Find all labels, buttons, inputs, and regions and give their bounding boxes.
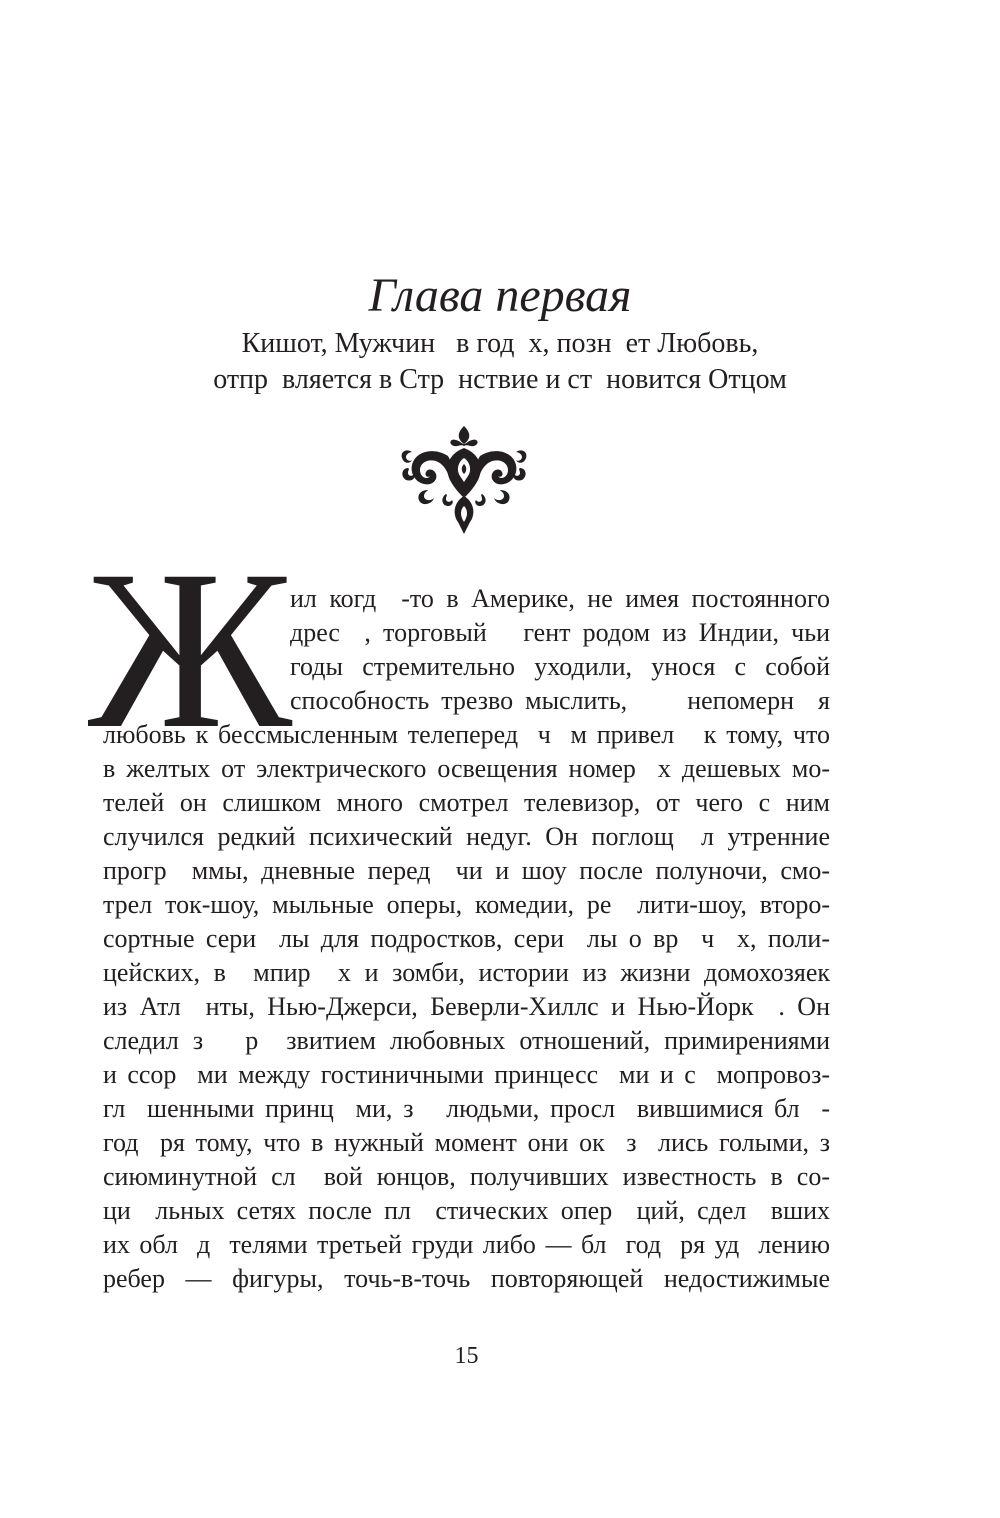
text-line: случился редкий психический недуг. Он поглощ л утренние xyxy=(103,822,830,851)
damask-fleuron-icon xyxy=(398,424,530,536)
text-line: трел ток-шоу, мыльные оперы, комедии, ре лити-шоу, второ- xyxy=(103,890,830,919)
text-line: ци льных сетях после пл стических опер ций, сдел вших xyxy=(103,1196,830,1225)
chapter-subtitle xyxy=(0,326,1000,398)
text-line: годы стремительно уходили, унося с собой xyxy=(290,652,830,681)
subtitle-line: Кишот, Мужчин в год х, позн ет Любовь, xyxy=(241,328,759,359)
subtitle-line: отпр вляется в Стр нствие и ст новится Отцом xyxy=(213,364,787,395)
text-line: и ссор ми между гостиничными принцесс ми и с мопровоз- xyxy=(103,1060,830,1089)
drop-cap: Ж xyxy=(88,524,293,776)
text-line: цейских, в мпир х и зомби, истории из жизни домохозяек xyxy=(103,958,830,987)
text-line: ребер — фигуры, точь-в-точь повторяющей недостижимые xyxy=(103,1264,830,1293)
chapter-title: Глава первая xyxy=(368,269,632,322)
text-line: в желтых от электрического освещения номер х дешевых мо- xyxy=(103,754,830,783)
text-line: прогр ммы, дневные перед чи и шоу после полуночи, смо- xyxy=(103,856,830,885)
text-line: телей он слишком много смотрел телевизор, от чего с ним xyxy=(103,788,830,817)
text-line: сортные сери лы для подростков, сери лы о вр ч х, поли- xyxy=(103,924,830,953)
text-line: их обл д телями третьей груди либо — бл год ря уд лению xyxy=(103,1230,830,1259)
page-number: 15 xyxy=(454,1343,479,1369)
text-line: гл шенными принц ми, з людьми, просл вившимися бл - xyxy=(103,1094,830,1123)
text-line: следил з р звитием любовных отношений, примирениями xyxy=(103,1026,830,1055)
text-line: способность трезво мыслить, непомерн я xyxy=(290,686,830,715)
text-line: ил когд -то в Америке, не имея постоянного xyxy=(290,584,830,613)
text-line: из Атл нты, Нью-Джерси, Беверли-Хиллс и Нью-Йорк . Он xyxy=(103,992,830,1021)
text-line: сиюминутной сл вой юнцов, получивших известность в со- xyxy=(103,1162,830,1191)
text-line: год ря тому, что в нужный момент они ок з лись голыми, з xyxy=(103,1128,830,1157)
text-line: любовь к бессмысленным телеперед ч м привел к тому, что xyxy=(103,720,830,749)
text-line: дрес , торговый гент родом из Индии, чьи xyxy=(290,618,830,647)
